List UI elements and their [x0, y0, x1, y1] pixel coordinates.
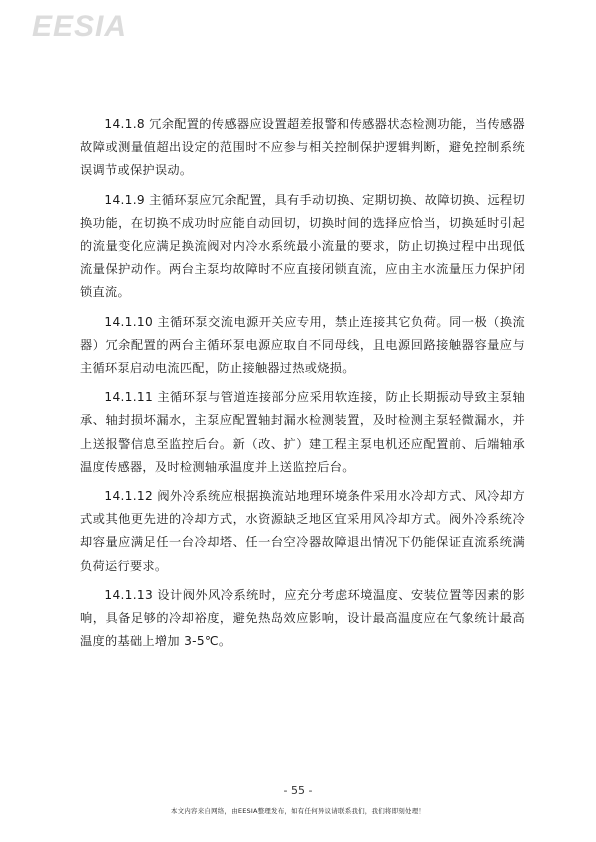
footer-disclaimer: 本文内容来自网络，由EESIA整理发布，如有任何异议请联系我们，我们将即刻处理！ — [170, 807, 426, 815]
clause-14-1-12: 14.1.12 阀外冷系统应根据换流站地理环境条件采用水冷却方式、风冷却方式或其他更先进的冷却方式，水资源缺乏地区宜采用风冷却方式。阀外冷系统冷却容量应满足任一台冷却塔、任一台空冷器故障退出情况下仍能保证直流系统满负荷运行要求。 — [80, 489, 525, 573]
clause-14-1-11: 14.1.11 主循环泵与管道连接部分应采用软连接，防止长期振动导致主泵轴承、轴封损坏漏水，主泵应配置轴封漏水检测装置，及时检测主泵轻微漏水，并上送报警信息至监控后台。新（改、扩）建工程主泵电机还应配置前、后端轴承温度传感器，及时检测轴承温度并上送监控后台。 — [80, 390, 525, 474]
eesia-logo: EESIA — [32, 10, 128, 43]
clause-14-1-8: 14.1.8 冗余配置的传感器应设置超差报警和传感器状态检测功能，当传感器故障或测量值超出设定的范围时不应参与相关控制保护逻辑判断，避免控制系统误调节或保护误动。 — [80, 117, 525, 178]
clause-14-1-13: 14.1.13 设计阀外风冷系统时，应充分考虑环境温度、安装位置等因素的影响，具备足够的冷却裕度，避免热岛效应影响，设计最高温度应在气象统计最高温度的基础上增加 3-5℃。 — [80, 587, 525, 649]
clause-14-1-10: 14.1.10 主循环泵交流电源开关应专用，禁止连接其它负荷。同一极（换流器）冗余配置的两台主循环泵电源应取自不同母线，且电源回路接触器容量应与主循环泵启动电流匹配，防止接触器过热或烧损。 — [80, 314, 525, 376]
page-number: - 55 - — [283, 784, 313, 797]
clause-14-1-9: 14.1.9 主循环泵应冗余配置，具有手动切换、定期切换、故障切换、远程切换功能，在切换不成功时应能自动回切，切换时间的选择应恰当，切换延时引起的流量变化应满足换流阀对内冷水系统最小流量的要求，防止切换过程中出现低流量保护动作。两台主泵均故障时不应直接闭锁直流，应由主水流量压力保护闭锁直流。 — [80, 192, 525, 300]
document-body — [80, 113, 525, 659]
